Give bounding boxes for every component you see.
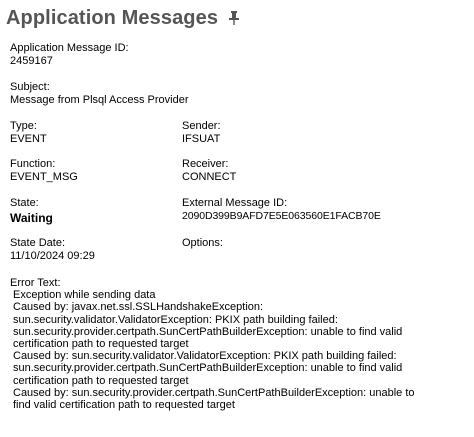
error-line: Exception while sending data xyxy=(13,289,156,302)
sender-label: Sender: xyxy=(182,120,221,132)
sender-field xyxy=(182,120,221,146)
application-message-id-field xyxy=(10,42,129,68)
external-message-id-value: 2090D399B9AFD7E5E063560E1FACB70E xyxy=(182,210,381,222)
subject-label: Subject: xyxy=(10,81,50,93)
external-message-id-label: External Message ID: xyxy=(182,197,288,209)
error-text-label: Error Text: xyxy=(10,277,61,289)
error-line: sun.security.validator.ValidatorException: PKIX path building failed: xyxy=(13,313,338,326)
application-message-id-label: Application Message ID: xyxy=(10,42,129,54)
error-line: sun.security.provider.certpath.SunCertPathBuilderException: unable to find valid xyxy=(13,325,403,338)
function-label: Function: xyxy=(10,158,56,170)
pin-icon[interactable] xyxy=(228,10,240,26)
options-label: Options: xyxy=(182,237,223,249)
state-date-value: 11/10/2024 09:29 xyxy=(10,250,95,262)
function-field xyxy=(10,158,78,184)
sender-value: IFSUAT xyxy=(182,133,221,145)
page-title: Application Messages xyxy=(6,6,219,29)
receiver-value: CONNECT xyxy=(182,171,237,183)
error-line: certification path to requested target xyxy=(13,338,189,351)
type-value: EVENT xyxy=(10,133,47,145)
error-text-field xyxy=(10,277,415,411)
subject-field xyxy=(10,81,189,107)
type-field xyxy=(10,120,47,146)
error-text-value xyxy=(13,289,415,411)
pin-icon-graphic xyxy=(228,10,240,26)
state-date-field xyxy=(10,237,95,263)
state-field xyxy=(10,197,53,226)
state-value: Waiting xyxy=(10,211,53,225)
state-label: State: xyxy=(10,197,39,209)
receiver-field xyxy=(182,158,236,184)
error-line: find valid certification path to requested target xyxy=(13,399,235,412)
error-line: sun.security.provider.certpath.SunCertPathBuilderException: unable to find valid xyxy=(13,362,403,375)
subject-value: Message from Plsql Access Provider xyxy=(10,94,189,106)
error-line: Caused by: sun.security.provider.certpath.SunCertPathBuilderException: unable to xyxy=(13,386,415,399)
external-message-id-field xyxy=(182,197,381,223)
type-label: Type: xyxy=(10,120,37,132)
page-header xyxy=(6,5,240,31)
error-line: Caused by: sun.security.validator.ValidatorException: PKIX path building failed: xyxy=(13,350,397,363)
error-line: certification path to requested target xyxy=(13,374,189,387)
application-message-id-value: 2459167 xyxy=(10,55,53,67)
options-field xyxy=(182,237,223,250)
receiver-label: Receiver: xyxy=(182,158,229,170)
error-line: Caused by: javax.net.ssl.SSLHandshakeException: xyxy=(13,301,264,314)
function-value: EVENT_MSG xyxy=(10,171,78,183)
state-date-label: State Date: xyxy=(10,237,66,249)
